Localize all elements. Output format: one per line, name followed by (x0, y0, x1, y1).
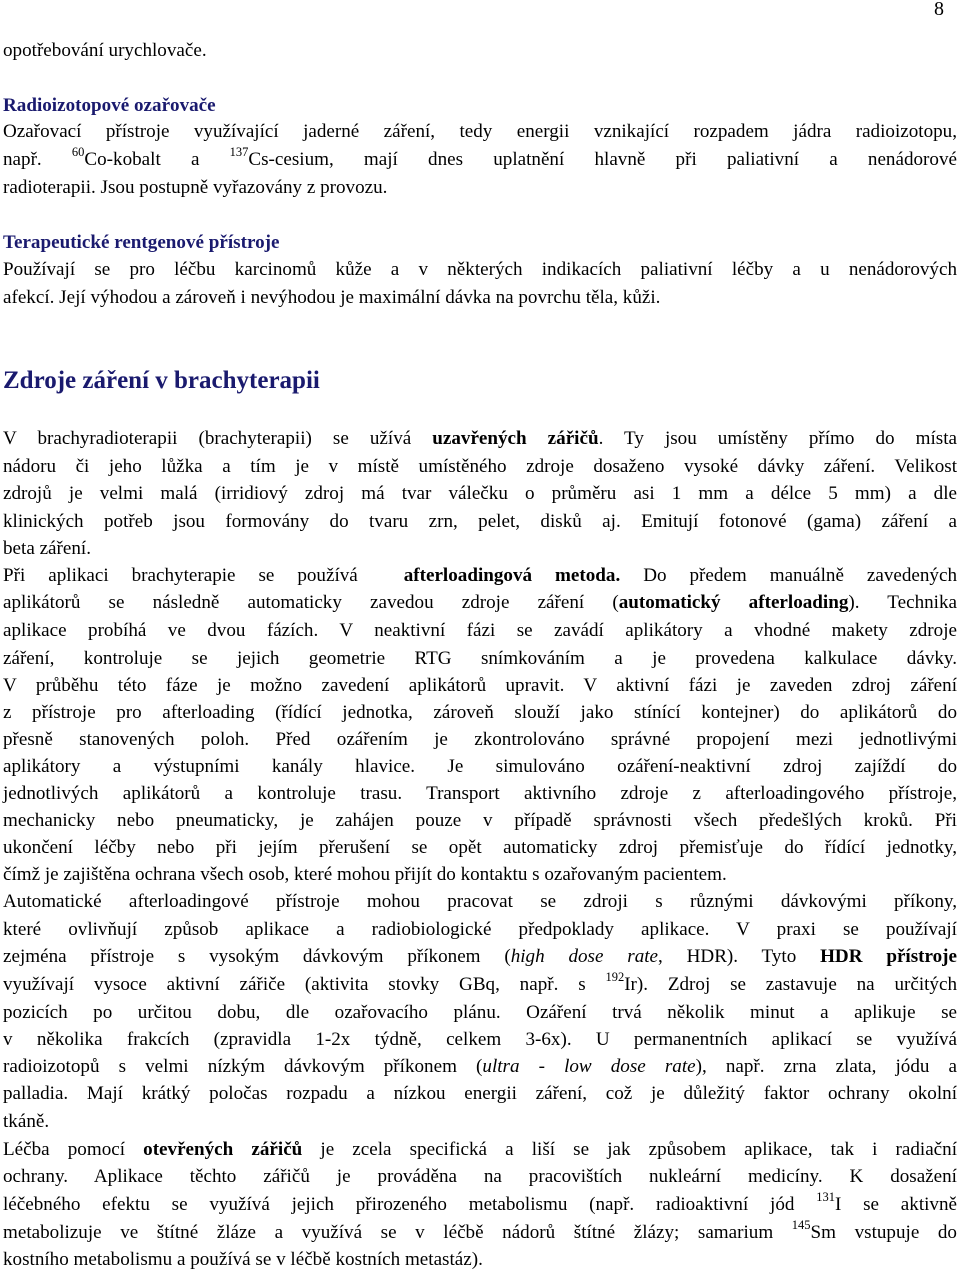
paragraph-line: aplikace probíhá ve dvou fázích. V neaktivní fázi se zavádí aplikátory a vhodné makety zdroje (3, 620, 957, 641)
text-run: aplikátorů se následně automaticky zavedou zdroje záření ( (3, 592, 619, 613)
paragraph-line (3, 971, 957, 1000)
paragraph-line: které ovlivňují způsob aplikace a radiobiologické předpoklady aplikace. V praxi se používají (3, 919, 957, 940)
isotope-superscript: 131 (816, 1190, 835, 1204)
paragraph-line: beta záření. (3, 538, 91, 559)
text-run: Co-kobalt a (84, 149, 230, 170)
paragraph-line: Ozařovací přístroje využívající jaderné záření, tedy energii vznikající rozpadem jádra radioizotopu, (3, 121, 957, 142)
paragraph-line: radioterapii. Jsou postupně vyřazovány z provozu. (3, 177, 388, 198)
text-run: afterloadingová metoda. (403, 565, 621, 586)
paragraph-line: záření, kontroluje se jejich geometrie RTG snímkováním a je provedena kalkulace dávky. (3, 648, 957, 669)
text-run: Ir). Zdroj se zastavuje na určitých (624, 974, 957, 995)
paragraph-line (3, 1053, 957, 1081)
paragraph-line: mechanicky nebo pneumaticky, je zahájen pouze v případě správnosti všech předešlých kroků. Při (3, 810, 957, 831)
section-heading-xray: Terapeutické rentgenové přístroje (3, 232, 280, 253)
text-run: Při aplikaci brachyterapie se používá (3, 565, 381, 586)
text-run: . Ty jsou umístěny přímo do místa (598, 428, 957, 449)
section-heading-brachytherapy: Zdroje záření v brachyterapii (3, 367, 320, 394)
text-run: ultra - low dose rate (482, 1056, 696, 1077)
paragraph-line: jednotlivých aplikátorů a kontroluje trasu. Transport aktivního zdroje z afterloadingového přístroje, (3, 783, 957, 804)
paragraph-line (3, 425, 957, 453)
text-run: I se aktivně (834, 1194, 957, 1215)
text-run: léčebného efektu se využívá jejich přirozeného metabolismu (např. radioaktivní jód (3, 1194, 817, 1215)
text-run: Sm vstupuje do (810, 1222, 957, 1243)
text-run: metabolizuje ve štítné žláze a využívá se v léčbě nádorů štítné žlázy; samarium (3, 1222, 792, 1243)
paragraph-line: přesně stanovených poloh. Před ozářením je zkontrolováno správné propojení mezi jednotlivými (3, 729, 957, 750)
text-run: Léčba pomocí (3, 1139, 144, 1160)
text-run: , HDR). Tyto (658, 946, 821, 967)
text-run: Cs-cesium, mají dnes uplatnění hlavně při paliativní a nenádorové (248, 149, 957, 170)
paragraph-line: klinických potřeb jsou formovány do tvaru zrn, pelet, disků aj. Emitují fotonové (gama) záření a (3, 511, 957, 532)
text-run: otevřených zářičů (143, 1139, 303, 1160)
paragraph-line: ukončení léčby nebo při jejím přerušení se opět automaticky zdroj přemisťuje do řídící jednotky, (3, 837, 957, 858)
text-run: využívají vysoce aktivní zářiče (aktivita stovky GBq, např. s (3, 974, 606, 995)
paragraph-line: V průběhu této fáze je možno zavedení aplikátorů upravit. V aktivní fázi je zaveden zdroj záření (3, 675, 957, 696)
paragraph-line (3, 146, 957, 175)
paragraph-line: palladia. Mají krátký poločas rozpadu a nízkou energii záření, což je důležitý faktor ochrany okolní (3, 1083, 957, 1104)
paragraph-line: aplikátory a výstupními kanály hlavice. Je simulováno ozáření-neaktivní zdroj zajíždí do (3, 756, 957, 777)
paragraph-line (3, 589, 957, 617)
paragraph-line: afekcí. Její výhodou a zároveň i nevýhodou je maximální dávka na povrchu těla, kůži. (3, 287, 661, 308)
paragraph-line: čímž je zajištěna ochrana všech osob, které mohou přijít do kontaktu s ozařovaným pacientem. (3, 864, 727, 885)
text-run: high dose rate (510, 946, 659, 967)
page-number: 8 (934, 0, 944, 20)
text-run: např. (3, 149, 72, 170)
paragraph-line (3, 1219, 957, 1248)
isotope-superscript: 192 (605, 970, 625, 984)
isotope-superscript: 137 (229, 145, 249, 159)
paragraph-line: pozicích po určitou dobu, dle ozařovacího plánu. Ozáření trvá několik minut a aplikuje se (3, 1002, 957, 1023)
paragraph-line: Používají se pro léčbu karcinomů kůže a v některých indikacích paliativní léčby a u nenádorových (3, 259, 957, 280)
paragraph-line (3, 943, 957, 971)
paragraph-line: ochrany. Aplikace těchto zářičů je prováděna na pracovištích nukleární medicíny. K dosažení (3, 1166, 957, 1187)
paragraph-line (3, 562, 957, 590)
paragraph-line (3, 1136, 957, 1164)
text-run: HDR přístroje (820, 946, 958, 967)
paragraph-line: tkáně. (3, 1111, 50, 1132)
paragraph-line: kostního metabolismu a používá se v léčbě kostních metastáz). (3, 1249, 483, 1270)
paragraph-line: nádoru či jeho lůžka a tím je v místě umístěného zdroje dosaženo vysoké dávky záření. Velikost (3, 456, 957, 477)
text-run: automatický afterloading (618, 592, 849, 613)
text-run: ). Technika (848, 592, 958, 613)
text-run: uzavřených zářičů (432, 428, 599, 449)
text-run: zejména přístroje s vysokým dávkovým příkonem ( (3, 946, 511, 967)
paragraph-line: zdrojů je velmi malá (irridiový zdroj má tvar válečku o průměru asi 1 mm a délce 5 mm) a dle (3, 483, 957, 504)
text-run: ), např. zrna zlata, jódu a (695, 1056, 957, 1077)
paragraph-line: z přístroje pro afterloading (řídící jednotka, zároveň slouží jako stínící kontejner) do aplikátorů do (3, 702, 957, 723)
isotope-superscript: 145 (791, 1218, 811, 1232)
paragraph-line (3, 1191, 957, 1220)
text-run: V brachyradioterapii (brachyterapii) se užívá (3, 428, 433, 449)
paragraph-line: Automatické afterloadingové přístroje mohou pracovat se zdroji s různými dávkovými příkony, (3, 891, 957, 912)
section-heading-radioisotope: Radioizotopové ozařovače (3, 95, 216, 116)
isotope-superscript: 60 (71, 145, 85, 159)
paragraph-line: opotřebování urychlovače. (3, 40, 207, 61)
text-run: je zcela specifická a liší se jak způsobem aplikace, tak i radiační (302, 1139, 958, 1160)
text-run: radioizotopů s velmi nízkým dávkovým příkonem ( (3, 1056, 483, 1077)
paragraph-line: v několika frakcích (zpravidla 1-2x týdně, celkem 3-6x). U permanentních aplikací se využívá (3, 1029, 957, 1050)
text-run: Do předem manuálně zavedených (620, 565, 958, 586)
